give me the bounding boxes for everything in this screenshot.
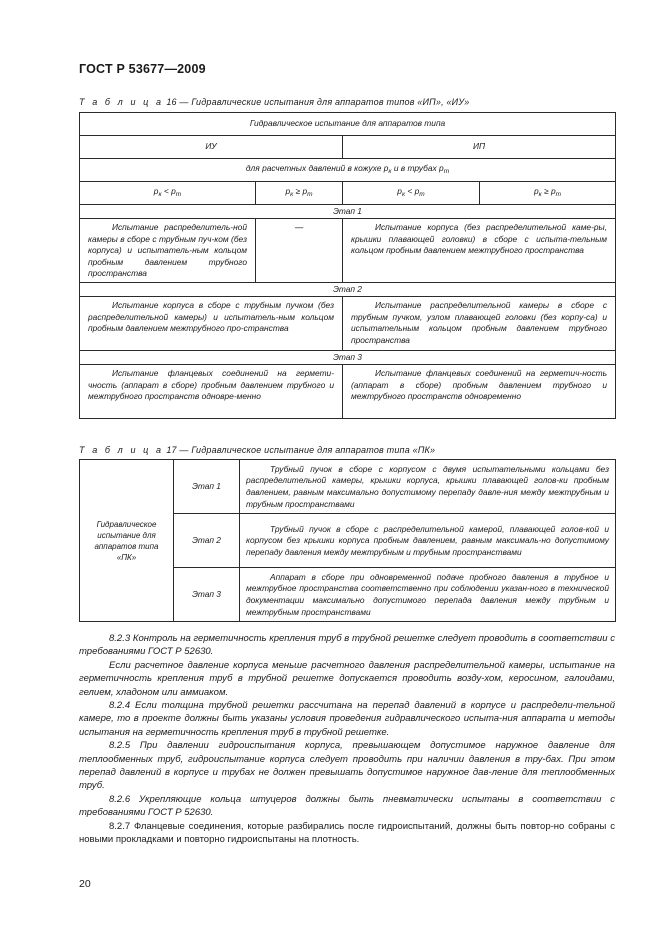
t16-stage1-ip: Испытание корпуса (без распределительной каме-ры, крышки плавающей головки) в сборе с испыта-тельным кольцом пробным давлением межтрубного пространства [343, 219, 616, 283]
t16-cond-iu-ge: $p_к \ge p_т$ [256, 182, 343, 205]
table16-caption-label: Т а б л и ц а [79, 97, 164, 107]
t17-stage1-text: Трубный пучок в сборе с корпусом с двумя испытательными кольцами без распределительной камеры, крышки корпуса, крышки плавающей голов-ки пробным давлением, равным максимально допустимому перепаду давле-ния между межтрубным и трубным пространствами [240, 460, 616, 514]
t16-stage3-ip: Испытание фланцевых соединений на герметич-ность (аппарат в сборе) пробным давлением трубного и межтрубного пространств одновременно [343, 365, 616, 419]
table17-caption-label: Т а б л и ц а [79, 445, 164, 455]
t16-stage2-iu: Испытание корпуса в сборе с трубным пучком (без распределительной камеры) и испытатель-ным кольцом пробным давлением межтрубного про-странства [80, 297, 343, 351]
t17-stage3: Этап 3 [174, 568, 240, 622]
t16-pt-sub: т [443, 167, 450, 175]
table16-caption-text: 16 — Гидравлические испытания для аппаратов типов «ИП», «ИУ» [166, 97, 470, 107]
t16-cond-ip-lt: $p_к < p_т$ [343, 182, 480, 205]
t16-stage1-iu-lt: Испытание распределитель-ной камеры в сборе с трубным пуч-ком (без корпуса) и испытатель-ным кольцом пробным давлением трубного пространства [80, 219, 256, 283]
t16-stage2-ip: Испытание распределительной камеры в сборе с трубным пучком, узлом плавающей головки (без корпу-са) и испытательным кольцом пробным давлением трубного пространства [343, 297, 616, 351]
t16-pk-symbol: p [383, 162, 389, 173]
t17-stage2-text: Трубный пучок в сборе с распределительной камерой, плавающей голов-кой и корпусом без крышки корпуса пробным давлением, равным максималь-но допустимому перепаду давления между межтрубным и трубным пространствами [240, 514, 616, 568]
t16-pk-sub: к [388, 167, 392, 175]
page-number: 20 [79, 878, 91, 890]
t16-head-main: Гидравлическое испытание для аппаратов типа [80, 113, 616, 136]
t16-stage2: Этап 2 [80, 283, 616, 297]
t17-stage3-text: Аппарат в сборе при одновременной подаче пробного давления в трубное и межтрубное пространства соответственно при соблюдении указан-ного в технической документации максимально допустимого перепада давления между трубным и межтрубным пространствами [240, 568, 616, 622]
para-8-2-6: 8.2.6 Укрепляющие кольца штуцеров должны быть пневматически испытаны в соответствии с требованиями ГОСТ Р 52630. [79, 793, 615, 819]
t16-stage3-iu: Испытание фланцевых соединений на гермети-чность (аппарат в сборе) пробным давлением трубного и межтрубного пространств одновре-менно [80, 365, 343, 419]
t16-stage1: Этап 1 [80, 205, 616, 219]
table16-caption [79, 97, 469, 107]
t17-stage1: Этап 1 [174, 460, 240, 514]
body-text [79, 632, 615, 847]
para-8-2-7: 8.2.7 Фланцевые соединения, которые разбирались после гидроиспытаний, должны быть повтор-но собраны с новыми прокладками и повторно гидроиспытаны на плотность. [79, 820, 615, 846]
table-17 [79, 459, 616, 622]
t17-left-cell: Гидравлическое испытание для аппаратов типа «ПК» [80, 460, 174, 622]
para-8-2-5: 8.2.5 При давлении гидроиспытания корпуса, превышающем допустимое наружное давление для теплообменных труб, гидроиспытание корпуса следует проводить при наличии давления в тру-бах. При этом перепад давлений в корпусе и трубах не должен превышать допустимое наружное дав-ление для теплообменных труб. [79, 740, 615, 792]
para-8-2-3-b: Если расчетное давление корпуса меньше расчетного давления распределительной камеры, испытание на герметичность крепления труб в трубной решетке допускается проводить возду-хом, керосином, галоидами, гелием, хладоном или аммиаком. [79, 659, 615, 698]
t16-cond-iu-lt: $p_к < p_т$ [80, 182, 256, 205]
t16-pressure-mid: и в трубах [393, 162, 437, 173]
t16-col-iu: ИУ [80, 136, 343, 159]
para-8-2-4: 8.2.4 Если толщина трубной решетки рассчитана на перепад давлений в корпусе и распредели-тельной камере, то в проекте должны быть указаны условия проведения гидравлического испыта-ния аппарата и методы испытания на герметичность крепления труб в трубной решетке. [79, 700, 615, 738]
table17-caption-text: 17 — Гидравлическое испытание для аппаратов типа «ПК» [166, 445, 436, 455]
t16-pt-symbol: p [439, 162, 444, 173]
document-header: ГОСТ Р 53677—2009 [79, 62, 206, 76]
t16-pressure-row [80, 159, 616, 182]
t16-cond-ip-ge: $p_к \ge p_т$ [480, 182, 616, 205]
para-8-2-3: 8.2.3 Контроль на герметичность крепления труб в трубной решетке следует проводить в соответствии с требованиями ГОСТ Р 52630. [79, 633, 615, 658]
table-16 [79, 112, 616, 419]
table17-caption [79, 445, 435, 455]
t17-stage2: Этап 2 [174, 514, 240, 568]
t16-stage3: Этап 3 [80, 351, 616, 365]
t16-col-ip: ИП [343, 136, 616, 159]
t16-stage1-iu-ge: — [256, 219, 343, 283]
t16-pressure-prefix: для расчетных давлений в кожухе [245, 162, 382, 173]
